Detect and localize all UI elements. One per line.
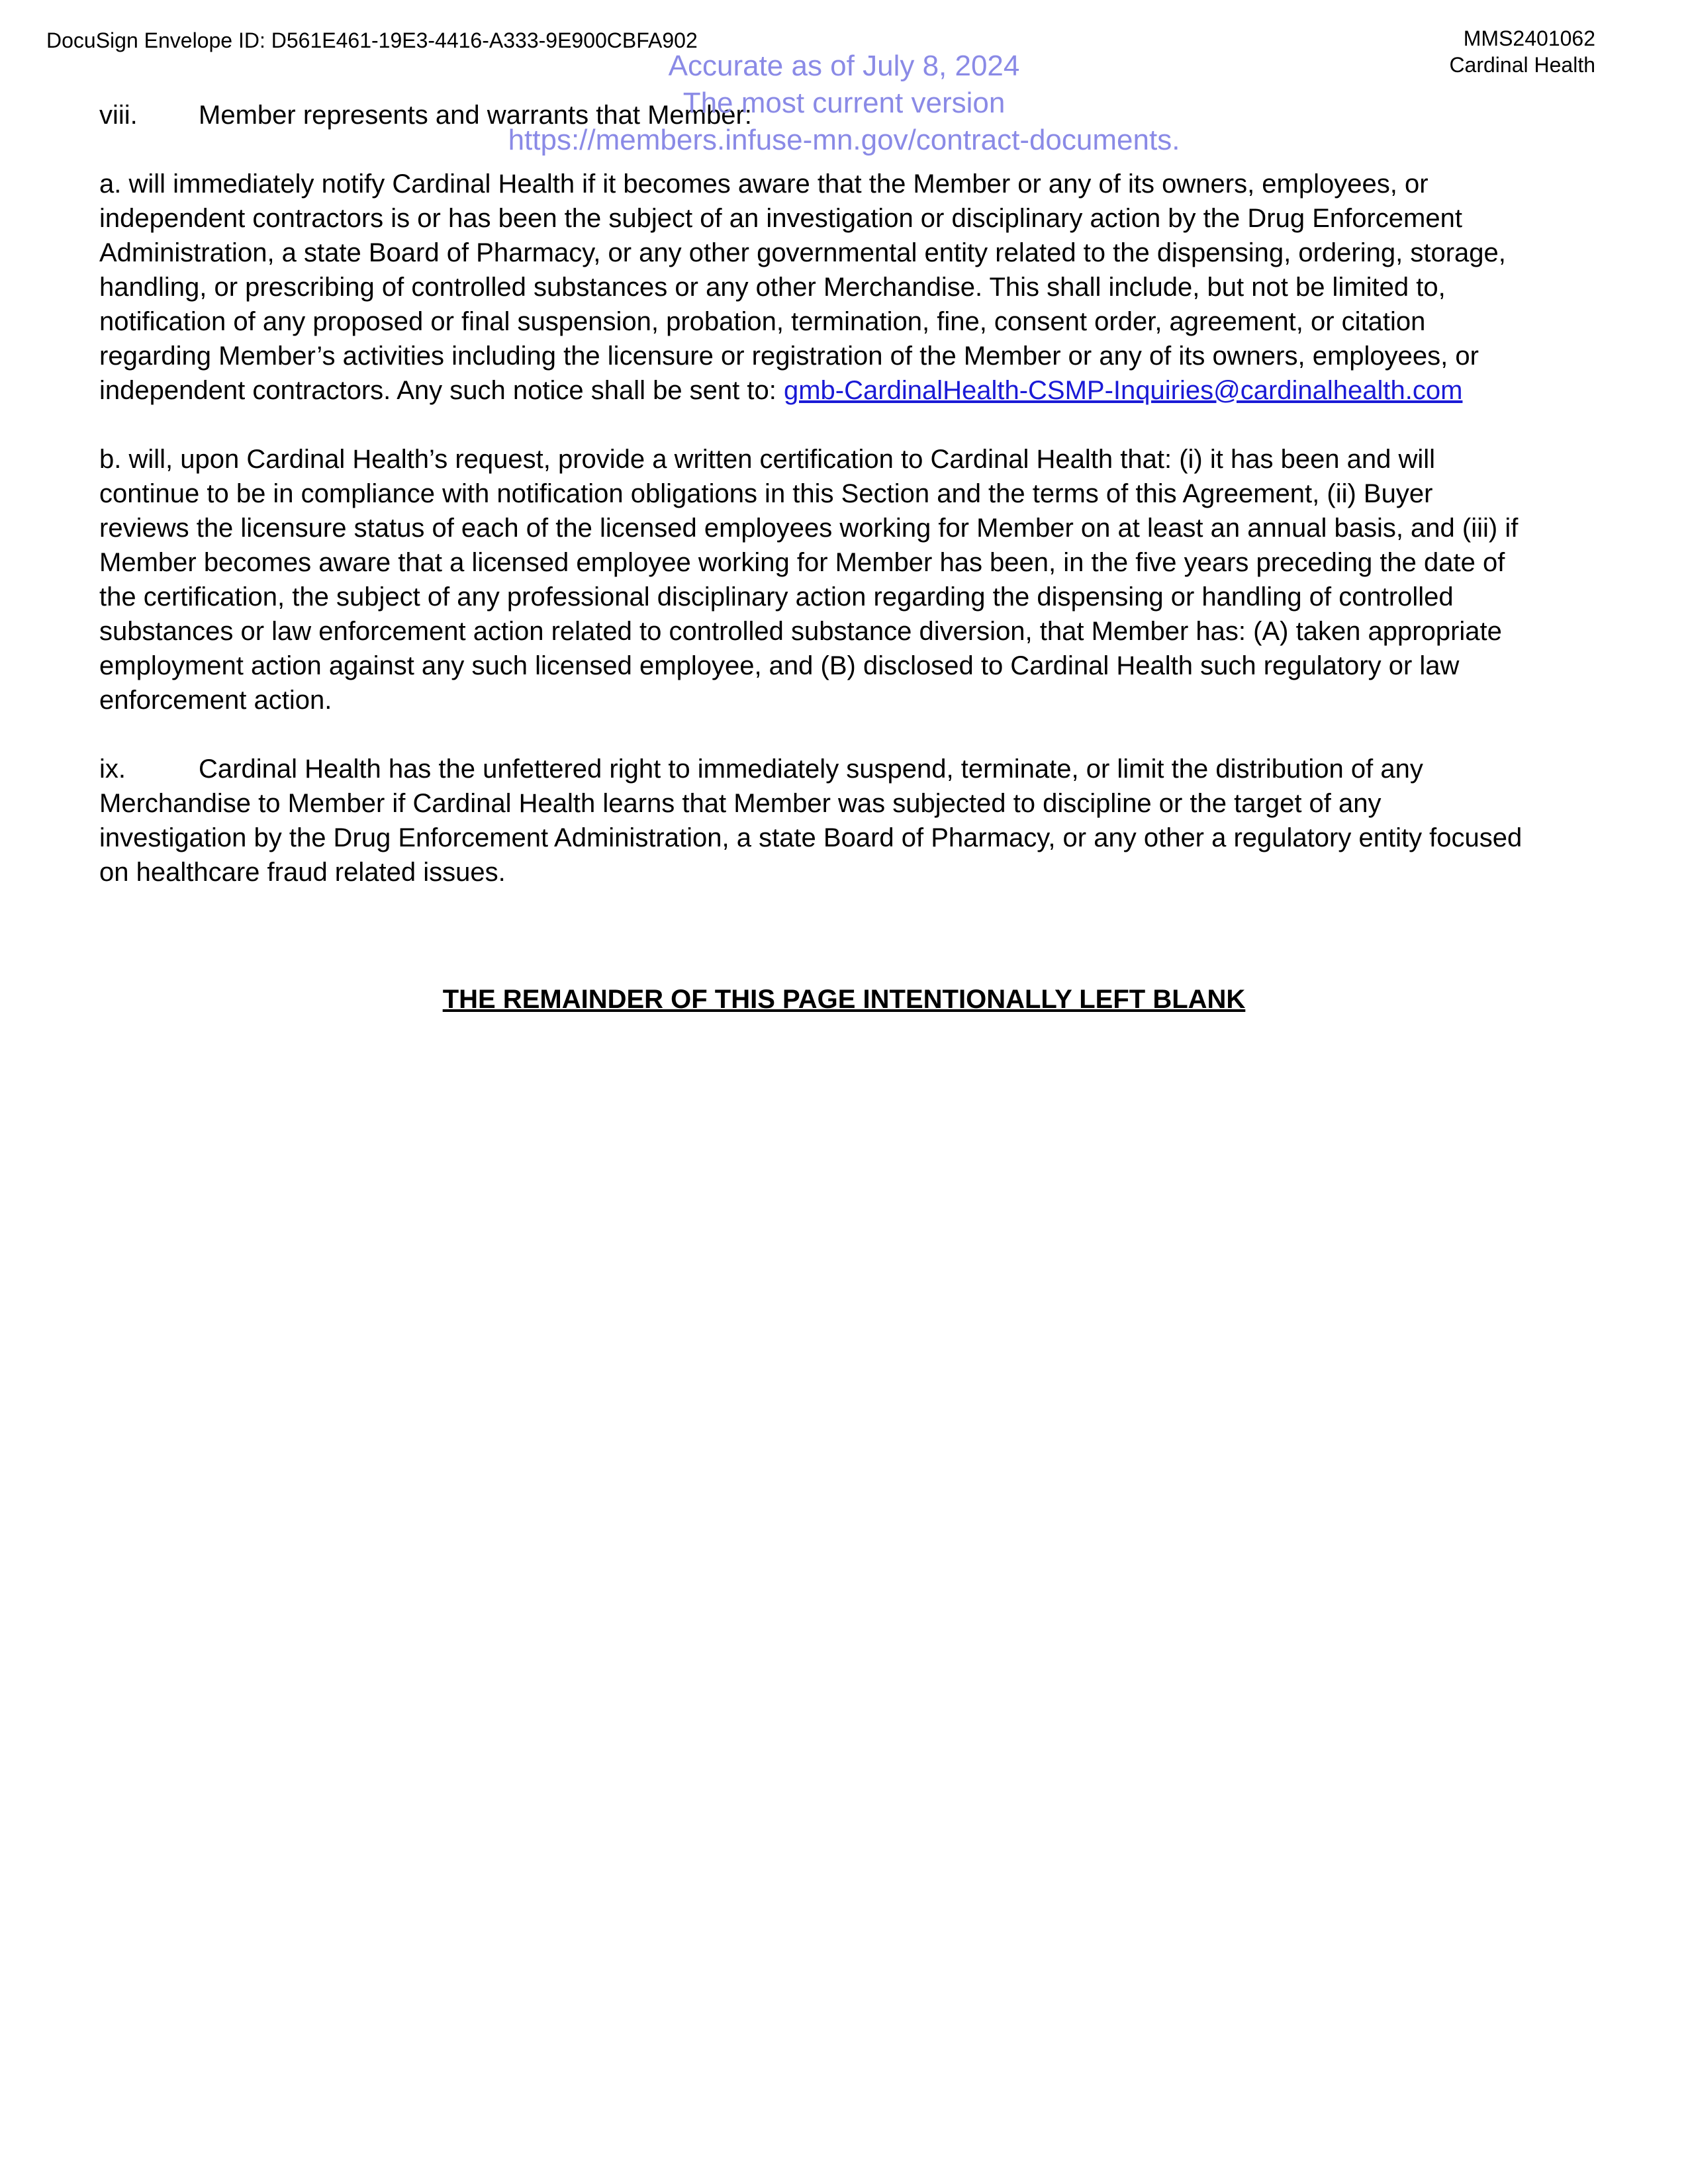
section-ix <box>99 752 1595 889</box>
paragraph-a-line: a. will immediately notify Cardinal Health if it becomes aware that the Member or any of its owners, employees, or <box>99 169 1429 199</box>
paragraph-b-line: employment action against any such licensed employee, and (B) disclosed to Cardinal Health such regulatory or law <box>99 651 1460 680</box>
section-ix-line: Merchandise to Member if Cardinal Health learns that Member was subjected to discipline or the target of any <box>99 789 1382 818</box>
paragraph-a <box>99 167 1595 408</box>
section-viii-number: viii. <box>99 101 138 130</box>
paragraph-a-line: handling, or prescribing of controlled substances or any other Merchandise. This shall include, but not be limited to, <box>99 273 1446 302</box>
section-ix-line: on healthcare fraud related issues. <box>99 858 506 887</box>
watermark-url: https://members.infuse-mn.gov/contract-documents. <box>508 124 1180 156</box>
paragraph-a-notice-text: independent contractors. Any such notice shall be sent to: <box>99 376 784 405</box>
paragraph-b <box>99 442 1595 717</box>
section-ix-first-line <box>99 752 1595 786</box>
paragraph-b-line: enforcement action. <box>99 686 332 715</box>
paragraph-a-line: notification of any proposed or final suspension, probation, termination, fine, consent order, agreement, or citation <box>99 307 1426 336</box>
section-ix-number: ix. <box>99 754 126 784</box>
paragraph-b-line: b. will, upon Cardinal Health’s request, provide a written certification to Cardinal Health that: (i) it has been and will <box>99 445 1436 474</box>
paragraph-b-line: Member becomes aware that a licensed employee working for Member has been, in the five years preceding the date of <box>99 548 1505 577</box>
notice-email-link[interactable]: gmb-CardinalHealth-CSMP-Inquiries@cardinalhealth.com <box>783 376 1463 405</box>
paragraph-b-line: the certification, the subject of any professional disciplinary action regarding the dispensing or handling of controlled <box>99 582 1454 612</box>
section-ix-first-line-text: Cardinal Health has the unfettered right to immediately suspend, terminate, or limit the distribution of any <box>199 754 1423 784</box>
company-name: Cardinal Health <box>1449 53 1595 77</box>
section-ix-line: investigation by the Drug Enforcement Administration, a state Board of Pharmacy, or any other a regulatory entity focused <box>99 823 1523 852</box>
paragraph-b-line: substances or law enforcement action related to controlled substance diversion, that Member has: (A) taken appropriate <box>99 617 1502 646</box>
paragraph-a-line: independent contractors is or has been the subject of an investigation or disciplinary action by the Drug Enforcement <box>99 204 1462 233</box>
document-number: MMS2401062 <box>1463 26 1595 50</box>
document-body <box>99 98 1595 889</box>
watermark-version-note: The most current version <box>682 87 1006 119</box>
section-viii-intro: Member represents and warrants that Member: <box>199 101 752 130</box>
version-watermark <box>0 48 1688 159</box>
paragraph-b-line: reviews the licensure status of each of the licensed employees working for Member on at least an annual basis, and (iii) if <box>99 514 1519 543</box>
remainder-blank-notice: THE REMAINDER OF THIS PAGE INTENTIONALLY LEFT BLANK <box>442 985 1246 1014</box>
paragraph-a-line: regarding Member’s activities including the licensure or registration of the Member or any of its owners, employees, or <box>99 341 1479 371</box>
paragraph-b-line: continue to be in compliance with notification obligations in this Section and the terms of this Agreement, (ii) Buyer <box>99 479 1433 508</box>
paragraph-a-line: Administration, a state Board of Pharmacy, or any other governmental entity related to the dispensing, ordering, storage, <box>99 238 1506 267</box>
paragraph-a-last-line <box>99 373 1595 408</box>
docusign-envelope-id: DocuSign Envelope ID: D561E461-19E3-4416-A333-9E900CBFA902 <box>46 28 698 52</box>
watermark-date: Accurate as of July 8, 2024 <box>668 50 1020 82</box>
